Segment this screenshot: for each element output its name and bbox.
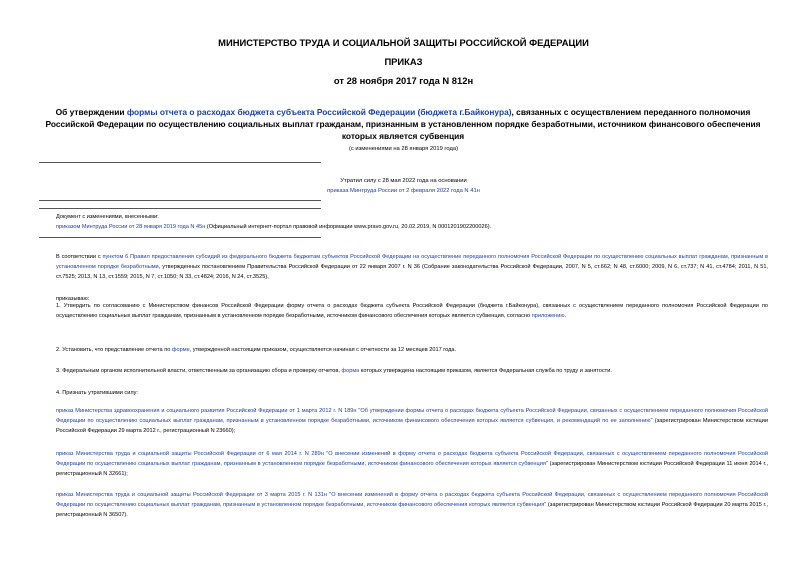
repealed-order-1-link[interactable]: приказ Министерства здравоохранения и социального развития Российской Федерации от 1 марта 2012 г. N 189н "Об утверждении формы отчета о расходах бюджета субъекта Российской Федерации, связанных с осуществлением переданного полномочия Российской Федерации по осуществлению социальных выплат гражданам, признанным в установленном порядке безработными, источником финансового обеспечения которых является субвенция, и рекомендаций по ее заполнению" — [56, 408, 768, 424]
paragraph-order-word: приказываю: — [56, 296, 90, 302]
p3-text-b: . — [564, 313, 567, 319]
form-link-2[interactable]: форма — [341, 368, 360, 374]
repealed-order-1 — [56, 406, 768, 436]
title-prefix: Об утверждении — [55, 107, 127, 117]
appendix-link[interactable]: приложению — [531, 313, 565, 319]
doc-changes-label: Документ с изменениями, внесенными: — [56, 214, 159, 220]
p4-text-a: 2. Установить, что представление отчета по — [56, 347, 172, 353]
paragraph-1 — [56, 301, 768, 321]
repealed-order-3-text: (зарегистрирован Министерством юстиции Российской Федерации 20 марта 2015 г., регистрационный N 36507). — [56, 502, 768, 518]
repealed-order-1-text: (зарегистрирован Министерством юстиции Российской Федерации 29 марта 2012 г., регистрационный N 23660); — [56, 418, 768, 434]
title-suffix: , связанных с осуществлением переданного полномочия Российской Федерации по осуществлению социальных выплат гражданам, признанным в установленном порядке безработными, источником финансового обеспечения которых является субвенция — [45, 107, 761, 141]
paragraph-basis — [56, 252, 768, 282]
rules-link[interactable]: пунктом 6 Правил предоставления субсидий из федерального бюджета бюджетам субъектов Российской Федерации на осуществление переданного полномочия Российской Федерации по осуществлению социальных выплат гражданам, признанным в установленном порядке безработными — [56, 254, 768, 270]
title-form-link[interactable]: формы отчета о расходах бюджета субъекта Российской Федерации (бюджета г.Байконура) — [126, 107, 512, 117]
doc-changes-link[interactable]: приказом Минтруда России от 28 января 2019 года N 45н — [56, 224, 206, 230]
paragraph-2 — [56, 345, 768, 355]
ministry-heading: МИНИСТЕРСТВО ТРУДА И СОЦИАЛЬНОЙ ЗАЩИТЫ РОССИЙСКОЙ ФЕДЕРАЦИИ — [218, 37, 589, 48]
divider-4 — [39, 237, 321, 238]
divider-2 — [39, 200, 321, 201]
paragraph-4: 4. Признать утратившими силу: — [56, 390, 138, 396]
doc-type-heading: ПРИКАЗ — [384, 56, 423, 67]
p5-text-b: которых утверждена настоящим приказом, является Федеральная служба по труду и занятости. — [359, 368, 612, 374]
expired-note — [0, 176, 807, 196]
doc-changes-rest: (Официальный интернет-портал правовой информации www.pravo.gov.ru, 20.02.2019, N 0001201902200026). — [205, 224, 492, 230]
divider-3 — [39, 208, 321, 209]
repealed-order-3-link[interactable]: приказ Министерства труда и социальной защиты Российской Федерации от 3 марта 2015 г. N 131н "О внесении изменений в форму отчета о расходах бюджета субъекта Российской Федерации, связанных с осуществлением переданного полномочия Российской Федерации по осуществлению социальных выплат гражданам, признанным в установленном порядке безработными, источником финансового обеспечения которых является субвенция" — [56, 492, 768, 508]
changes-note: (с изменениями на 28 января 2019 года) — [348, 146, 459, 152]
form-link[interactable]: форме — [171, 347, 190, 353]
p4-text-b: , утвержденной настоящим приказом, осуществляется начиная с отчетности за 12 месяцев 2017 года. — [189, 347, 457, 353]
date-number-heading: от 28 ноября 2017 года N 812н — [333, 75, 474, 86]
p3-text-a: 1. Утвердить по согласованию с Министерством финансов Российской Федерации форму отчета о расходах бюджета субъекта Российской Федерации (бюджета г.Байконура), связанных с осуществлением переданного полномочия Российской Федерации по осуществлению социальных выплат гражданам, признанным в установленном порядке безработными, источником финансового обеспечения которых является субвенция, согласно — [56, 303, 768, 319]
expired-order-link[interactable]: приказа Минтруда России от 2 февраля 2022 года N 41н — [327, 188, 480, 194]
divider-1 — [39, 162, 321, 163]
document-title — [36, 106, 770, 142]
repealed-order-2-text: (зарегистрирован Министерством юстиции Российской Федерации 11 июня 2014 г., регистрационный N 32661); — [56, 461, 769, 477]
p1-text-a: В соответствии с — [56, 254, 103, 260]
doc-changes-block — [56, 212, 491, 232]
p5-text-a: 3. Федеральным органом исполнительной власти, ответственным за организацию сбора и проверку отчетов, — [56, 368, 342, 374]
repealed-order-2-link[interactable]: приказ Министерства труда и социальной защиты Российской Федерации от 6 мая 2014 г. N 289н "О внесении изменений в форму отчета о расходах бюджета субъекта Российской Федерации, связанных с осуществлением переданного полномочия Российской Федерации по осуществлению социальных выплат гражданам, признанным в установленном порядке безработными, источником финансового обеспечения которых является субвенция" — [56, 451, 768, 467]
expired-text: Утратил силу с 28 мая 2022 года на основании — [340, 178, 467, 184]
p1-text-b: , утвержденных постановлением Правительства Российской Федерации от 22 января 2007 г. N 36 (Собрание законодательства Российской Федерации, 2007, N 5, ст.662; N 48, ст.6000; 2009, N 6, ст.737; N 41, ст.4784; 2011, N 51, ст.7525; 2013, N 13, ст.1559; 2015, N 7, ст.1050; N 33, ст.4824; 2016, N 24, ст.3525), — [56, 264, 768, 280]
doc-changes-line — [56, 222, 491, 232]
repealed-order-3 — [56, 490, 768, 520]
paragraph-3 — [56, 366, 768, 376]
repealed-order-2 — [56, 449, 768, 479]
